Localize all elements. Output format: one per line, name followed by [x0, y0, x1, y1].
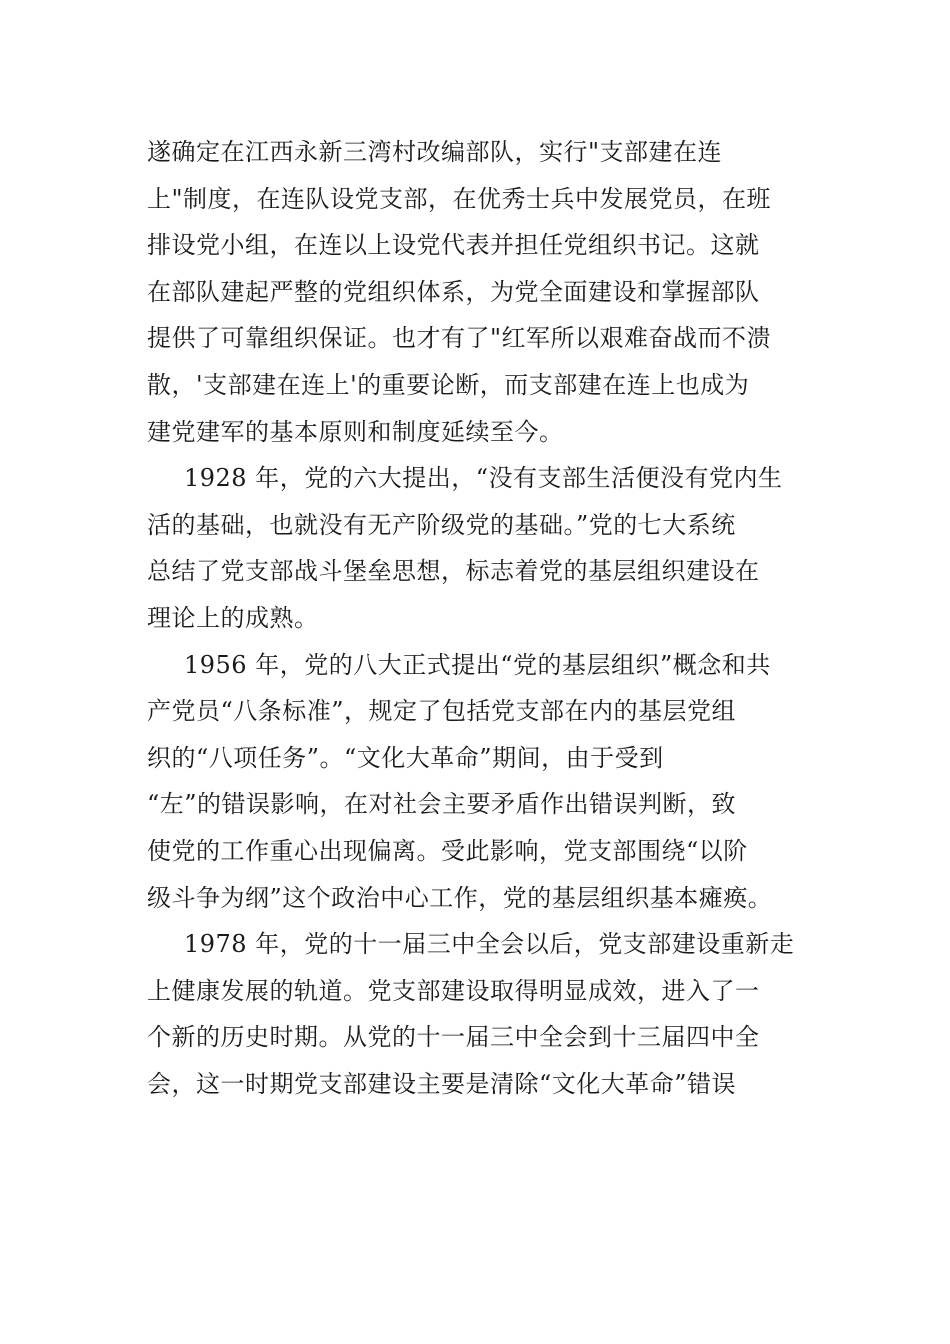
text-line: 上健康发展的轨道。党支部建设取得明显成效，进入了一: [147, 976, 760, 1005]
paragraph-start-1978: 1978 年，党的十一届三中全会以后，党支部建设重新走: [184, 930, 795, 959]
text-line: 遂确定在江西永新三湾村改编部队，实行"支部建在连: [147, 138, 723, 166]
text-line: 个新的历史时期。从党的十一届三中全会到十三届四中全: [147, 1023, 760, 1052]
text-line: 提供了可靠组织保证。也才有了"红军所以艰难奋战而不溃: [147, 324, 772, 353]
text-line: 会，这一时期党支部建设主要是清除“文化大革命”错误: [147, 1069, 737, 1098]
text-line: 产党员“八条标准”，规定了包括党支部在内的基层党组: [147, 697, 737, 726]
text-line: 理论上的成熟。: [147, 603, 319, 632]
paragraph-start-1928: 1928 年，党的六大提出，“没有支部生活便没有党内生: [184, 464, 783, 493]
paragraph-start-1956: 1956 年，党的八大正式提出“党的基层组织”概念和共: [184, 650, 771, 679]
text-line: “左”的错误影响，在对社会主要矛盾作出错误判断，致: [147, 790, 737, 819]
text-line: 在部队建起严整的党组织体系，为党全面建设和掌握部队: [147, 277, 760, 306]
text-line: 建党建军的基本原则和制度延续至今。: [147, 417, 564, 446]
text-line: 总结了党支部战斗堡垒思想，标志着党的基层组织建设在: [147, 557, 760, 586]
text-line: 活的基础，也就没有无产阶级党的基础。”党的七大系统: [147, 510, 736, 539]
text-line: 织的“八项任务”。“文化大革命”期间，由于受到: [147, 743, 664, 772]
text-line: 散，'支部建在连上'的重要论断，而支部建在连上也成为: [147, 370, 750, 399]
text-line: 上"制度，在连队设党支部，在优秀士兵中发展党员，在班: [147, 184, 772, 213]
text-line: 使党的工作重心出现偏离。受此影响，党支部围绕“以阶: [147, 836, 748, 865]
text-line: 排设党小组，在连以上设党代表并担任党组织书记。这就: [147, 231, 760, 260]
text-line: 级斗争为纲”这个政治中心工作，党的基层组织基本瘫痪。: [147, 883, 773, 912]
body-text: [147, 129, 807, 1107]
